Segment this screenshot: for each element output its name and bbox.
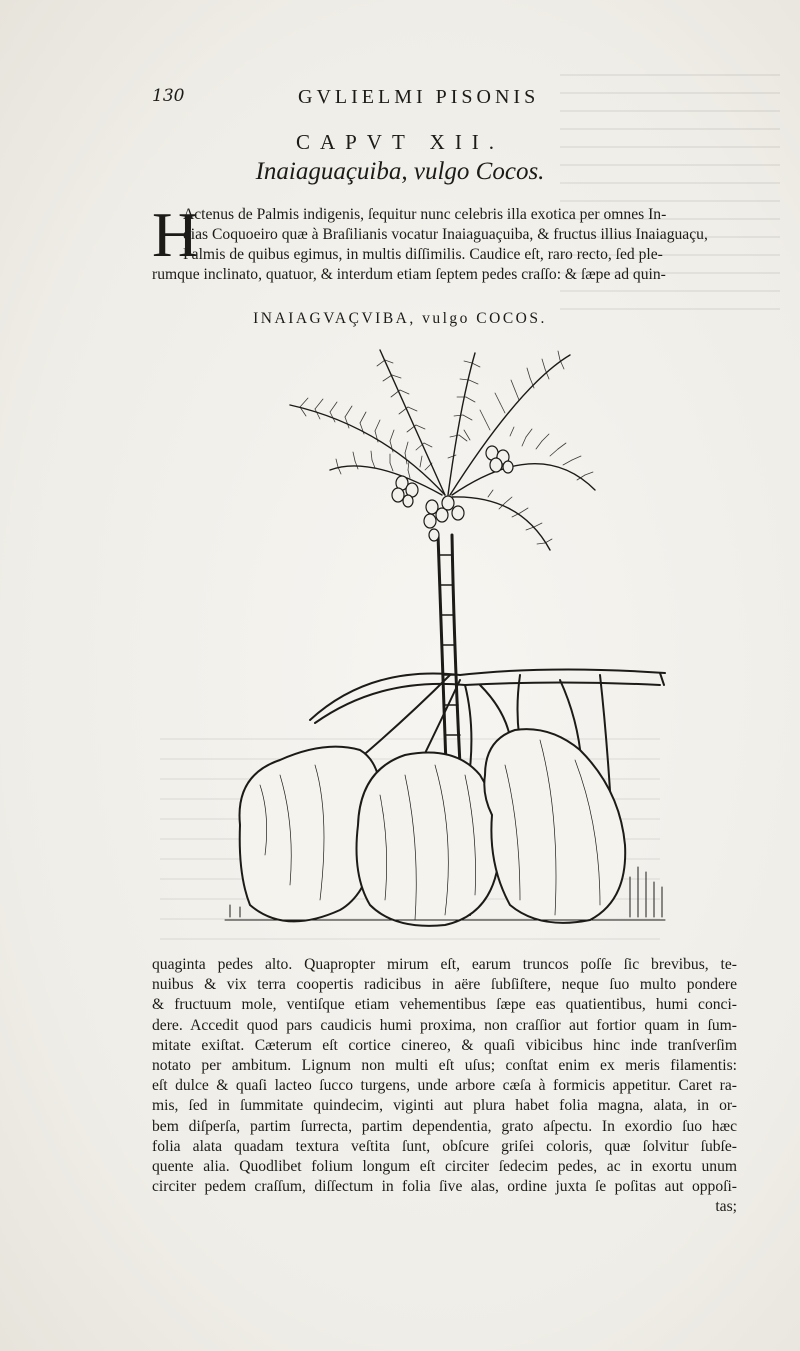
chapter-heading: CAPVT XII. [295, 130, 505, 154]
text-line: mis, ſed in ſummitate quindecim, viginti aut plura habet folia magna, alata, in or- [152, 1097, 737, 1115]
text-line: nuibus & vix terra coopertis radicibus in aëre ſubſiſtere, neque ſuo multo pondere [152, 976, 737, 994]
text-line: mitate exiſtat. Cæterum eſt cortice cinereo, & quaſi vibicibus hinc inde tranſverſim [152, 1036, 737, 1054]
page-number: 130 [152, 86, 185, 106]
text-line: rumque inclinato, quatuor, & interdum etiam ſeptem pedes craſſo: & ſæpe ad quin- [152, 266, 666, 283]
text-line: Palmis de quibus egimus, in multis diſſimilis. Caudice eſt, raro recto, ſed ple- [183, 246, 663, 263]
coconut-palm-woodcut [220, 345, 670, 930]
text-line: bem diſperſa, partim ſurrecta, partim dependentia, grato aſpectu. In exordio ſuo hæc [152, 1117, 737, 1135]
coconut-middle [357, 753, 500, 926]
text-line: Actenus de Palmis indigenis, ſequitur nunc celebris illa exotica per omnes In- [183, 206, 667, 223]
chapter-subtitle: Inaiaguaçuiba, vulgo Cocos. [255, 158, 545, 185]
text-line: circiter pedem craſſum, diſſectum in folia ſive alas, ordine juxta ſe poſitas aut oppoſi- [152, 1178, 737, 1196]
figure-caption: INAIAGVAÇVIBA, vulgo COCOS. [253, 310, 547, 327]
running-header [0, 86, 800, 116]
text-line: dere. Accedit quod pars caudicis humi proxima, non craſſior aut fortior quam in ſum- [152, 1016, 737, 1034]
text-line: & fructuum mole, ventiſque etiam vehementibus ſæpe eas quatientibus, humi conci- [152, 996, 737, 1014]
coconut-right [484, 729, 625, 923]
drop-cap: H [152, 199, 199, 270]
text-line: quaginta pedes alto. Quapropter mirum eſt, earum truncos poſſe ſic brevibus, te- [152, 956, 737, 973]
text-line: notato per ambitum. Lignum non multi eſt uſus; conſtat enim ex meris filamentis: [152, 1056, 737, 1074]
palm-trunk [438, 535, 460, 765]
catchword: tas; [715, 1198, 737, 1216]
text-line: folia alata quadam textura veſtita ſunt, obſcure griſei coloris, quæ ſolvitur ſubſe- [152, 1137, 737, 1155]
body-paragraph [152, 955, 737, 1217]
text-line: eſt dulce & quaſi lacteo ſucco turgens, unde arbore cæſa à formicis appetitur. Caret ra- [152, 1077, 737, 1095]
running-title: GVLIELMI PISONIS [298, 86, 540, 108]
text-line: quente alia. Quodlibet folium longum eſt circiter ſedecim pedes, ac in exortu unum [152, 1157, 737, 1175]
intro-paragraph [152, 199, 737, 285]
text-line: dias Coquoeiro quæ à Braſilianis vocatur Inaiaguaçuiba, & fructus illius Inaiaguaçu, [183, 226, 708, 243]
